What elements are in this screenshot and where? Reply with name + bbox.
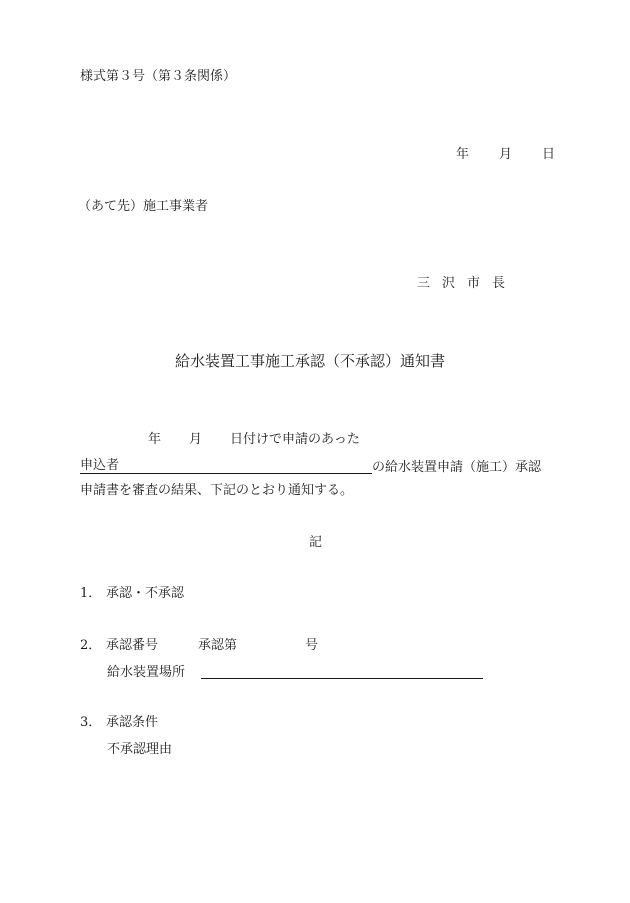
body-year: 年 bbox=[148, 432, 162, 447]
item-label: 承認・不承認 bbox=[106, 586, 185, 601]
addressee: （あて先）施工事業者 bbox=[78, 199, 209, 214]
ki-heading: 記 bbox=[309, 535, 323, 550]
date-year: 年 bbox=[456, 147, 470, 162]
issuer-char: 沢 bbox=[442, 276, 456, 291]
body-line-2 bbox=[80, 459, 541, 474]
location-blank[interactable] bbox=[201, 666, 483, 679]
issuer bbox=[417, 277, 505, 290]
body-line1-rest: 日付けで申請のあった bbox=[230, 432, 360, 447]
form-number: 様式第３号（第３条関係） bbox=[80, 69, 237, 84]
date-day: 日 bbox=[542, 147, 556, 162]
item-label: 承認番号 bbox=[106, 638, 159, 653]
approval-number-suffix: 号 bbox=[305, 638, 319, 653]
approval-number-label: 承認第 bbox=[198, 638, 238, 653]
item-number: 1． bbox=[80, 586, 102, 601]
item-approval bbox=[80, 587, 184, 600]
body-line-3: 申請書を審査の結果、下記のとおり通知する。 bbox=[80, 483, 354, 498]
body-line-1 bbox=[148, 433, 360, 446]
item-location bbox=[107, 666, 483, 679]
applicant-field[interactable] bbox=[80, 459, 372, 474]
issuer-char: 長 bbox=[492, 276, 506, 291]
body-month: 月 bbox=[189, 432, 203, 447]
issuer-char: 市 bbox=[467, 276, 481, 291]
location-label: 給水装置場所 bbox=[107, 665, 186, 680]
issuer-char: 三 bbox=[417, 276, 431, 291]
item-number: 3． bbox=[80, 715, 102, 730]
item-number: 2． bbox=[80, 638, 102, 653]
date-line bbox=[456, 148, 555, 161]
item-conditions bbox=[80, 716, 158, 729]
applicant-label: 申込者 bbox=[80, 458, 120, 473]
item-label: 承認条件 bbox=[106, 715, 159, 730]
body-line2-rest: の給水装置申請（施工）承認 bbox=[372, 460, 542, 475]
date-month: 月 bbox=[499, 147, 513, 162]
item-approval-number bbox=[80, 639, 318, 652]
rejection-reason-label: 不承認理由 bbox=[107, 742, 173, 757]
document-title: 給水装置工事施工承認（不承認）通知書 bbox=[175, 352, 446, 370]
